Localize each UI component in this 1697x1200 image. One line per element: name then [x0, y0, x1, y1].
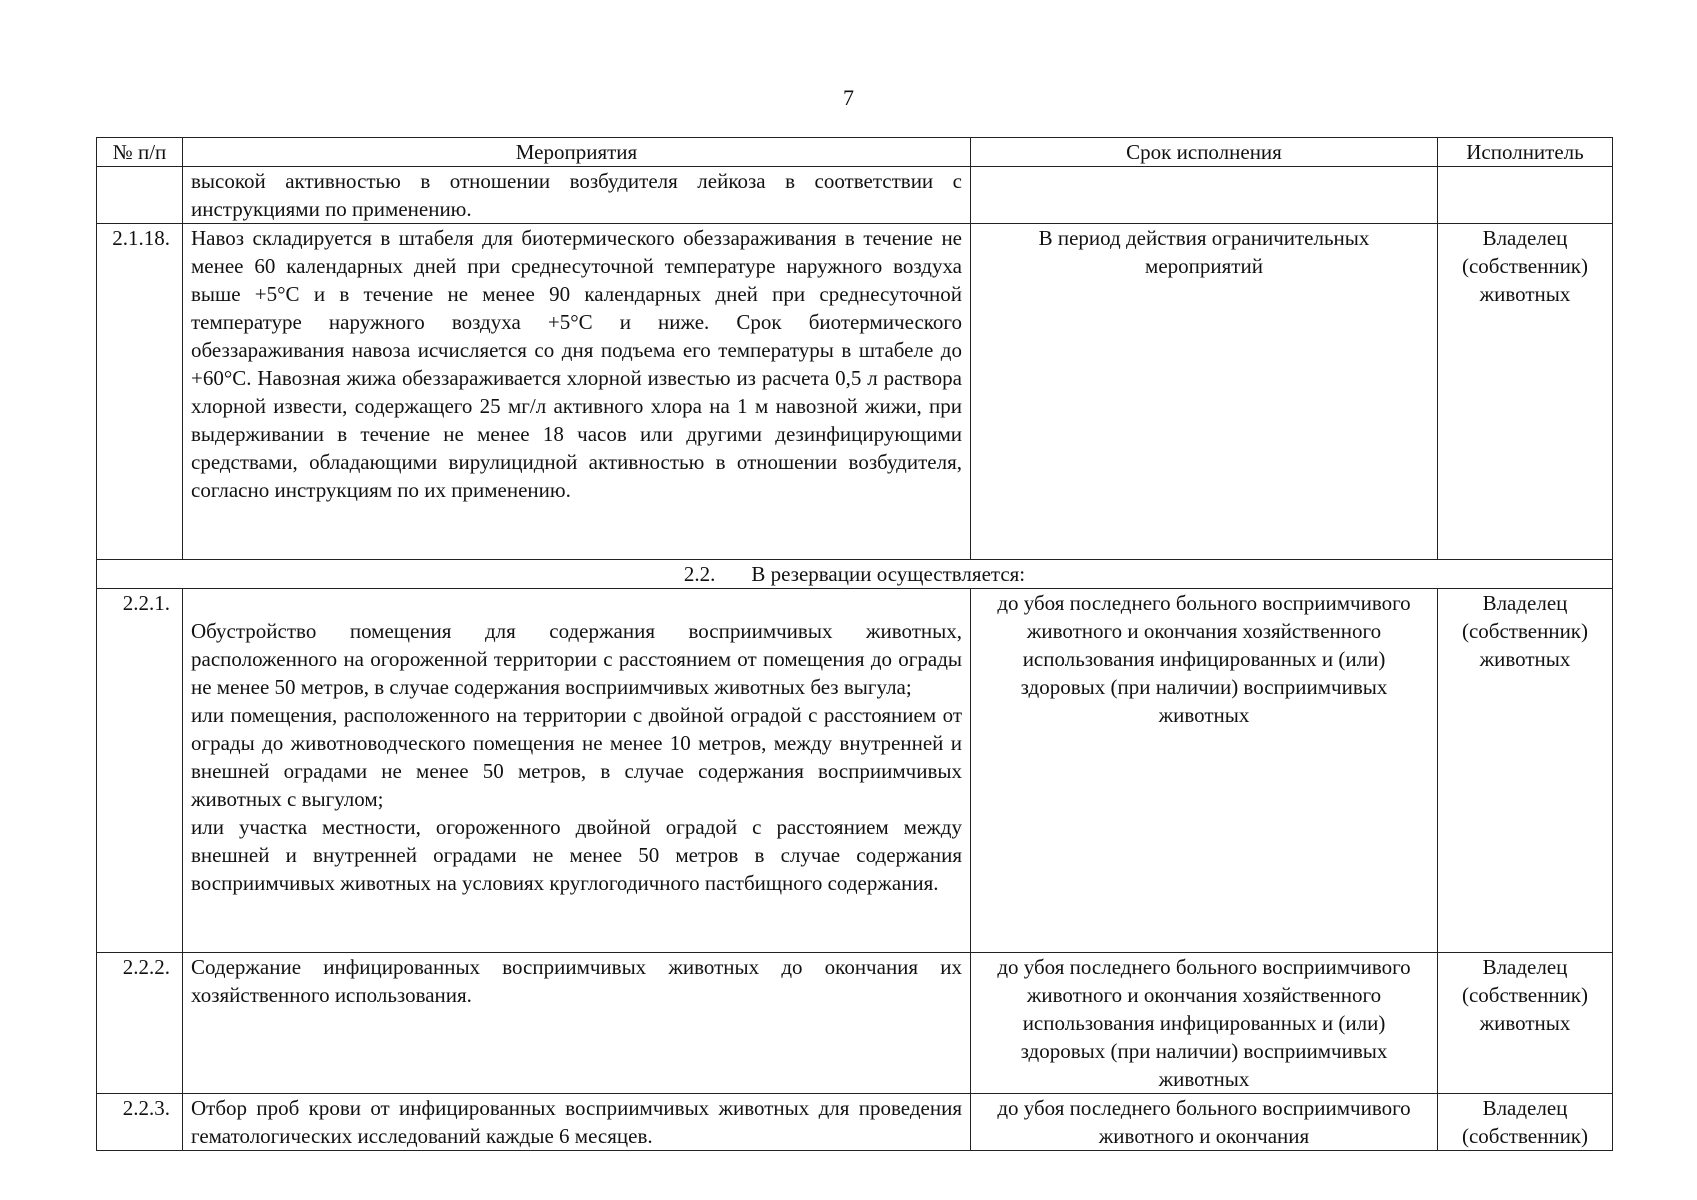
table-row [97, 1094, 1613, 1151]
blank-line [191, 589, 962, 617]
activity-paragraph: или участка местности, огороженного двойной оградой с расстоянием между внешней и внутренней оградами не менее 50 метров в случае содержания восприимчивых животных на условиях круглогодичного пастбищного содержания. [191, 815, 962, 895]
row-term [971, 167, 1438, 224]
row-term: до убоя последнего больного восприимчивого животного и окончания хозяйственного использования инфицированных и (или) здоровых (при наличии) восприимчивых животных [971, 953, 1438, 1094]
row-term: до убоя последнего больного восприимчивого животного и окончания [971, 1094, 1438, 1151]
row-num: 2.1.18. [97, 224, 183, 560]
table-row [97, 224, 1613, 560]
row-term: до убоя последнего больного восприимчивого животного и окончания хозяйственного использования инфицированных и (или) здоровых (при наличии) восприимчивых животных [971, 589, 1438, 953]
section-heading [97, 560, 1613, 589]
table-header-row [97, 138, 1613, 167]
row-activity: Навоз складируется в штабеля для биотермического обеззараживания в течение не менее 60 календарных дней при среднесуточной температуре наружного воздуха выше +5°С и в течение не менее 90 календарных дней при среднесуточной температуре наружного воздуха +5°С и ниже. Срок биотермического обеззараживания навоза исчисляется со дня подъема его температуры в штабеле до +60°С. Навозная жижа обеззараживается хлорной известью из расчета 0,5 л раствора хлорной извести, содержащего 25 мг/л активного хлора на 1 м навозной жижи, при выдерживании в течение не менее 18 часов или другими дезинфицирующими средствами, обладающими вирулицидной активностью в отношении возбудителя, согласно инструкциям по их применению. [183, 224, 971, 560]
row-executor: Владелец (собственник) животных [1438, 224, 1613, 560]
section-title: В резервации осуществляется: [751, 562, 1026, 586]
row-num: 2.2.1. [97, 589, 183, 953]
row-term: В период действия ограничительных мероприятий [971, 224, 1438, 560]
row-activity: Содержание инфицированных восприимчивых животных до окончания их хозяйственного использования. [183, 953, 971, 1094]
row-executor: Владелец (собственник) [1438, 1094, 1613, 1151]
activity-paragraph: или помещения, расположенного на территории с двойной оградой с расстоянием от ограды до животноводческого помещения не менее 10 метров, между внутренней и внешней оградами не менее 50 метров, в случае содержания восприимчивых животных с выгулом; [191, 703, 962, 811]
table-row [97, 167, 1613, 224]
row-activity: высокой активностью в отношении возбудителя лейкоза в соответствии с инструкциями по применению. [183, 167, 971, 224]
row-num: 2.2.2. [97, 953, 183, 1094]
header-activity: Мероприятия [183, 138, 971, 167]
activity-paragraph: Обустройство помещения для содержания восприимчивых животных, расположенного на огороженной территории с расстоянием от помещения до ограды не менее 50 метров, в случае содержания восприимчивых животных без выгула; [191, 619, 962, 699]
row-executor: Владелец (собственник) животных [1438, 953, 1613, 1094]
table-row [97, 953, 1613, 1094]
row-executor: Владелец (собственник) животных [1438, 589, 1613, 953]
section-heading-row [97, 560, 1613, 589]
page-number: 7 [843, 85, 854, 110]
row-activity [183, 589, 971, 953]
section-number: 2.2. [683, 562, 716, 586]
header-num: № п/п [97, 138, 183, 167]
row-num [97, 167, 183, 224]
row-num: 2.2.3. [97, 1094, 183, 1151]
header-term: Срок исполнения [971, 138, 1438, 167]
header-executor: Исполнитель [1438, 138, 1613, 167]
table-row [97, 589, 1613, 953]
row-activity: Отбор проб крови от инфицированных восприимчивых животных для проведения гематологических исследований каждые 6 месяцев. [183, 1094, 971, 1151]
row-executor [1438, 167, 1613, 224]
measures-table [96, 137, 1613, 1151]
